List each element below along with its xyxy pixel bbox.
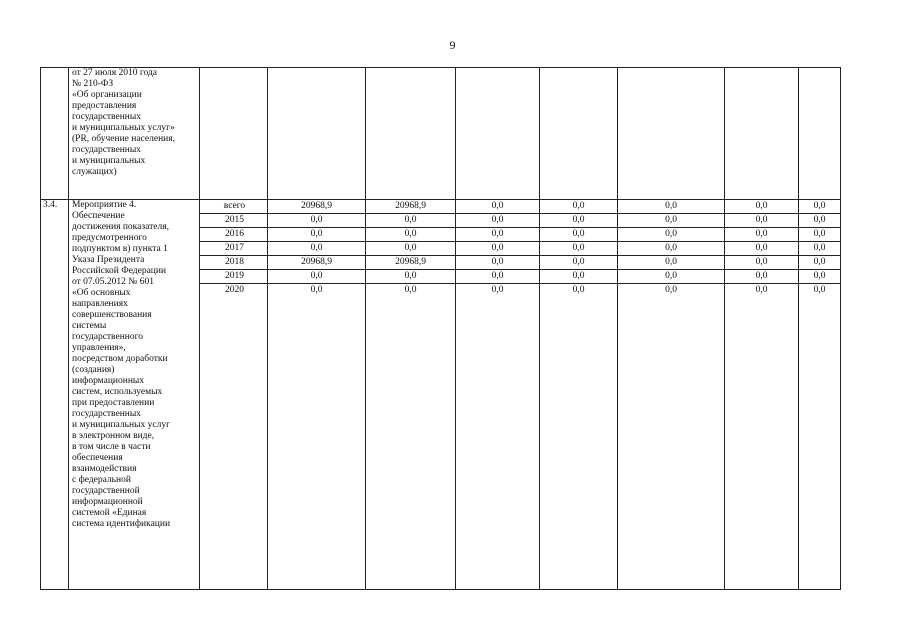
value-list: [540, 200, 617, 298]
empty-cell: [456, 68, 540, 200]
value-list: [268, 200, 365, 298]
value-cell: 0,0: [799, 256, 840, 270]
value-cell: 0,0: [268, 270, 365, 284]
table-row-continuation: [41, 68, 841, 200]
value-cell: 0,0: [310, 285, 323, 295]
value-cell: 0,0: [268, 228, 365, 242]
value-cell: 0,0: [456, 214, 539, 228]
budget-table: [40, 67, 841, 590]
value-column-1: [268, 200, 366, 590]
value-cell: 0,0: [755, 285, 768, 295]
value-cell: 20968,9: [366, 200, 455, 214]
empty-cell: [799, 68, 841, 200]
value-cell: 0,0: [813, 285, 826, 295]
value-column-3: [456, 200, 540, 590]
value-cell: 0,0: [799, 270, 840, 284]
value-cell: 0,0: [540, 256, 617, 270]
year-cell: 2015: [200, 214, 267, 228]
value-cell: 0,0: [799, 200, 840, 214]
value-cell: 0,0: [799, 214, 840, 228]
year-list: [200, 200, 267, 298]
value-cell: 0,0: [404, 285, 417, 295]
value-cell: 0,0: [268, 242, 365, 256]
value-cell: 0,0: [725, 228, 798, 242]
year-cell: 2017: [200, 242, 267, 256]
value-list: [618, 200, 724, 298]
empty-cell: [618, 68, 725, 200]
empty-cell: [268, 68, 366, 200]
value-cell: 0,0: [540, 242, 617, 256]
page-number: 9: [449, 38, 456, 52]
empty-cell: [366, 68, 456, 200]
value-cell: 0,0: [540, 200, 617, 214]
value-cell: 0,0: [491, 285, 504, 295]
year-cell: 2018: [200, 256, 267, 270]
value-list: [456, 200, 539, 298]
empty-cell: [540, 68, 618, 200]
value-cell: 0,0: [618, 214, 724, 228]
value-cell: 0,0: [618, 242, 724, 256]
year-cell: 2020: [225, 285, 244, 295]
value-cell: 0,0: [456, 200, 539, 214]
value-list: [799, 200, 840, 298]
row-number: [41, 68, 69, 200]
value-cell: 0,0: [456, 270, 539, 284]
value-cell: 0,0: [618, 228, 724, 242]
value-list: [366, 200, 455, 298]
value-cell: 0,0: [540, 270, 617, 284]
year-column: [200, 200, 268, 590]
value-cell: 0,0: [366, 228, 455, 242]
value-cell: 0,0: [456, 228, 539, 242]
value-list: [725, 200, 798, 298]
value-cell: 0,0: [572, 285, 585, 295]
value-cell: 0,0: [456, 242, 539, 256]
value-column-2: [366, 200, 456, 590]
row-number: 3.4.: [41, 200, 69, 590]
measure-name-continuation: от 27 июля 2010 года № 210-ФЗ «Об организации предоставления государственных и муниципальных услуг» (PR, обучение населения, государственных и муниципальных служащих): [69, 68, 200, 200]
value-cell: 0,0: [725, 242, 798, 256]
year-cell: 2016: [200, 228, 267, 242]
table-row-measure-3-4: [41, 200, 841, 590]
value-cell: 0,0: [618, 256, 724, 270]
year-cell: всего: [200, 200, 267, 214]
value-cell: 0,0: [665, 285, 677, 295]
value-cell: 0,0: [725, 200, 798, 214]
value-cell: 0,0: [725, 256, 798, 270]
value-cell: 0,0: [618, 270, 724, 284]
value-cell: 20968,9: [268, 200, 365, 214]
value-cell: 0,0: [366, 242, 455, 256]
value-cell: 0,0: [540, 228, 617, 242]
value-column-6: [725, 200, 799, 590]
value-cell: 0,0: [366, 214, 455, 228]
value-column-7: [799, 200, 841, 590]
value-cell: 0,0: [799, 228, 840, 242]
empty-cell: [725, 68, 799, 200]
empty-cell: [200, 68, 268, 200]
value-cell: 0,0: [799, 242, 840, 256]
value-cell: 20968,9: [268, 256, 365, 270]
value-cell: 0,0: [268, 214, 365, 228]
value-cell: 0,0: [540, 214, 617, 228]
value-cell: 0,0: [618, 200, 724, 214]
value-cell: 0,0: [366, 270, 455, 284]
measure-name: Мероприятие 4. Обеспечение достижения показателя, предусмотренного подпунктом в) пункта 1 Указа Президента Российской Федерации от 07.05.2012 № 601 «Об основных направлениях совершенствования системы государственного управления», посредством доработки (создания) информационных систем, используемых при предоставлении государственных и муниципальных услуг в электронном виде, в том числе в части обеспечения взаимодействия с федеральной государственной информационной системой «Единая система идентификации: [69, 200, 200, 590]
value-cell: 0,0: [456, 256, 539, 270]
value-cell: 0,0: [725, 214, 798, 228]
value-column-5: [618, 200, 725, 590]
value-cell: 0,0: [725, 270, 798, 284]
value-cell: 20968,9: [366, 256, 455, 270]
year-cell: 2019: [200, 270, 267, 284]
value-column-4: [540, 200, 618, 590]
